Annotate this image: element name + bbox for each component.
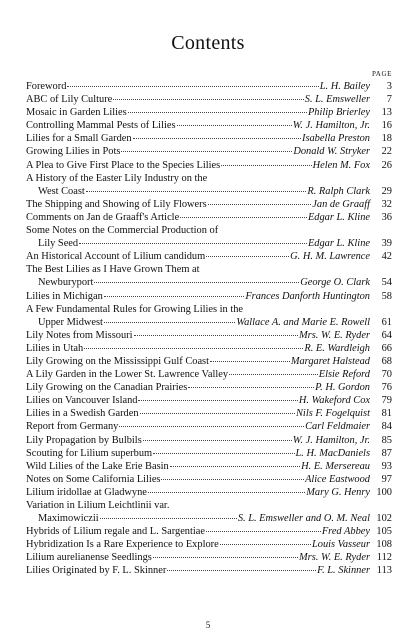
toc-entry [26,368,392,381]
entry-title: ABC of Lily Culture [26,94,113,106]
entry-title: Lilies for a Small Garden [26,133,132,145]
entry-title: Lily Growing on the Mississippi Gulf Coast [26,355,209,367]
dot-leader [188,386,314,388]
toc-entry [26,473,392,486]
toc-entry [26,381,392,394]
entry-title: Some Notes on the Commercial Production of [26,225,219,237]
toc-entry [26,329,392,342]
toc-entry-line [26,407,392,420]
entry-author: L. H. MacDaniels [295,447,370,459]
dot-leader [221,164,311,166]
entry-author: Mrs. W. E. Ryder [299,329,370,341]
dot-leader [167,569,316,571]
entry-page-number: 22 [381,146,392,158]
dot-leader [140,412,295,414]
dot-leader [119,425,304,427]
entry-author: Edgar L. Kline [307,238,370,250]
entry-page-number: 32 [381,198,392,210]
toc-entry-line [26,447,392,460]
entry-page-number: 102 [376,513,392,525]
entry-page-number: 112 [376,552,392,564]
entry-title: Hybrids of Lilium regale and L. Sargentiae [26,526,205,538]
entry-author: George O. Clark [300,277,370,289]
dot-leader [220,543,311,545]
dot-leader [134,334,299,336]
entry-author: Isabella Preston [301,133,370,145]
toc-entry-line [26,211,392,224]
entry-page-number: 61 [381,316,392,328]
toc-entry-line [26,486,392,499]
entry-page-number: 79 [381,395,392,407]
toc-entry-line [26,303,392,316]
toc-entry-line [26,224,392,237]
entry-author: W. J. Hamilton, Jr. [292,434,370,446]
entry-title: The Best Lilies as I Have Grown Them at [26,264,200,276]
entry-page-number: 100 [376,486,392,498]
dot-leader [104,321,235,323]
toc-entry [26,198,392,211]
entry-page-number: 97 [381,473,392,485]
dot-leader [121,150,292,152]
toc-entry [26,106,392,119]
toc-entry-line [26,394,392,407]
dot-leader [161,478,304,480]
entry-page-number: 108 [376,539,392,551]
dot-leader [133,137,301,139]
entry-title: An Historical Account of Lilium candidum [26,251,206,263]
toc-entry-line [26,276,392,289]
toc-entry [26,407,392,420]
toc-entry [26,263,392,289]
entry-title: Hybridization Is a Rare Experience to Explore [26,539,219,551]
entry-author: S. L. Emsweller [304,94,370,106]
toc-entry [26,80,392,93]
entry-author: W. J. Hamilton, Jr. [292,120,370,132]
entry-title: Variation in Lilium Leichtlinii var. [26,500,170,511]
dot-leader [208,203,312,205]
page-column-header: PAGE [371,70,392,78]
entry-page-number: 105 [376,526,392,538]
toc-entry-line [26,250,392,263]
entry-page-number: 76 [381,382,392,394]
entry-page-number: 16 [381,120,392,132]
dot-leader [148,491,305,493]
toc-entry-line [26,551,392,564]
entry-title: Report from Germany [26,421,119,433]
toc-entry [26,145,392,158]
toc-entry-line [26,80,392,93]
dot-leader [206,530,321,532]
dot-leader [67,85,318,87]
entry-title: Scouting for Lilium superbum [26,447,153,459]
toc-entry [26,538,392,551]
entry-page-number: 58 [381,290,392,302]
entry-author: H. E. Mersereau [301,460,370,472]
dot-leader [153,452,294,454]
toc-entry-line [26,381,392,394]
entry-page-number: 113 [376,565,392,577]
dot-leader [104,295,245,297]
entry-author: Philip Brierley [307,107,370,119]
dot-leader [79,242,307,244]
dot-leader [153,556,298,558]
entry-title: A Lily Garden in the Lower St. Lawrence Valley [26,369,229,381]
entry-title: The Shipping and Showing of Lily Flowers [26,198,207,210]
toc-entry [26,564,392,577]
entry-title: Lily Propagation by Bulbils [26,434,142,446]
entry-title: Lilies on Vancouver Island [26,395,138,407]
entry-title: Maximowiczii [38,513,99,525]
entry-author: G. H. M. Lawrence [290,251,370,263]
dot-leader [229,373,318,375]
toc-entry-line [26,198,392,211]
entry-title: West Coast [38,185,85,197]
toc-entry [26,499,392,525]
entry-title: A Plea to Give First Place to the Species Lilies [26,159,221,171]
toc-entry-line [26,473,392,486]
toc-entry [26,303,392,329]
entry-page-number: 7 [386,94,392,106]
toc-entry-line [26,460,392,473]
toc-entry [26,342,392,355]
entry-page-number: 29 [381,185,392,197]
entry-title: Lilium iridollae at Gladwyne [26,486,147,498]
entry-title: Wild Lilies of the Lake Erie Basin [26,460,169,472]
entry-page-number: 64 [381,329,392,341]
dot-leader [94,281,299,283]
entry-title: Lilies Originated by F. L. Skinner [26,565,167,577]
toc-entry [26,172,392,198]
entry-author: Nils F. Fogelquist [296,408,370,420]
toc-entry-line [26,263,392,276]
dot-leader [113,98,303,100]
entry-author: Jan de Graaff [312,198,370,210]
toc-entry [26,420,392,433]
entry-page-number: 68 [381,355,392,367]
entry-title: Mosaic in Garden Lilies [26,107,127,119]
entry-author: Elsie Reford [318,369,370,381]
entry-author: Edgar L. Kline [307,211,370,223]
toc-entry-line [26,499,392,512]
entry-page-number: 85 [381,434,392,446]
entry-author: F. L. Skinner [317,565,370,577]
entry-page-number: 13 [381,107,392,119]
entry-page-number: 93 [381,460,392,472]
toc-entry [26,486,392,499]
toc-entry [26,447,392,460]
toc-entry [26,355,392,368]
toc-entry-line [26,290,392,303]
toc-entry [26,250,392,263]
toc-entry-line [26,329,392,342]
entry-title: Upper Midwest [38,316,103,328]
dot-leader [143,439,292,441]
toc-entry [26,211,392,224]
entry-title: Growing Lilies in Pots [26,146,121,158]
toc-entry [26,224,392,250]
toc-entry-line [26,538,392,551]
entry-author: Carl Feldmaier [305,421,370,433]
entry-author: S. L. Emsweller and O. M. Neal [237,513,370,525]
entry-author: P. H. Gordon [315,382,370,394]
toc-entry-line [26,119,392,132]
toc-entry [26,290,392,303]
toc-entry-line [26,106,392,119]
toc-entry-line [26,316,392,329]
entry-author: R. E. Wardleigh [304,342,370,354]
toc-entry [26,132,392,145]
entry-author: Mrs. W. E. Ryder [299,552,370,564]
toc-entry-line [26,132,392,145]
dot-leader [177,124,292,126]
toc-entry [26,93,392,106]
entry-author: Margaret Halstead [290,355,370,367]
toc-entry-line [26,93,392,106]
entry-page-number: 54 [381,277,392,289]
entry-title: Foreword [26,81,67,92]
entry-page-number: 87 [381,447,392,459]
entry-page-number: 39 [381,238,392,250]
table-of-contents [26,80,392,578]
dot-leader [210,360,290,362]
entry-author: Fred Abbey [321,526,370,538]
entry-title: Lilies in Michigan [26,290,103,302]
entry-author: H. Wakeford Cox [298,395,370,407]
entry-author: Frances Danforth Huntington [245,290,370,302]
entry-page-number: 18 [381,133,392,145]
toc-entry-line [26,368,392,381]
toc-entry [26,551,392,564]
entry-page-number: 66 [381,342,392,354]
toc-entry-line [26,420,392,433]
entry-title: Lilies in Utah [26,342,84,354]
toc-entry [26,525,392,538]
dot-leader [84,347,303,349]
toc-entry-line [26,434,392,447]
entry-page-number: 70 [381,369,392,381]
dot-leader [170,465,300,467]
dot-leader [206,255,289,257]
toc-entry [26,394,392,407]
dot-leader [128,111,307,113]
entry-title: Lily Notes from Missouri [26,329,133,341]
toc-entry-line [26,237,392,250]
entry-author: L. H. Bailey [319,81,370,92]
toc-entry [26,434,392,447]
dot-leader [138,399,297,401]
toc-entry-line [26,564,392,577]
toc-entry-line [26,185,392,198]
entry-author: Mary G. Henry [306,486,370,498]
entry-title: Notes on Some California Lilies [26,473,161,485]
entry-author: Helen M. Fox [312,159,370,171]
entry-page-number: 81 [381,408,392,420]
toc-entry [26,460,392,473]
entry-title: Lilium aurelianense Seedlings [26,552,152,564]
toc-entry-line [26,172,392,185]
entry-author: Alice Eastwood [305,473,370,485]
entry-author: R. Ralph Clark [307,185,370,197]
entry-title: Lily Growing on the Canadian Prairies [26,382,188,394]
toc-entry [26,159,392,172]
entry-page-number: 26 [381,159,392,171]
dot-leader [180,216,307,218]
entry-author: Donald W. Stryker [293,146,370,158]
entry-page-number: 36 [381,211,392,223]
entry-title: Lily Seed [38,238,79,250]
footer-page-number: 5 [205,620,211,630]
toc-entry-line [26,342,392,355]
entry-title: Lilies in a Swedish Garden [26,408,139,420]
page-title: Contents [171,32,245,54]
entry-author: Louis Vasseur [311,539,370,551]
entry-page-number: 42 [381,251,392,263]
toc-entry-line [26,159,392,172]
entry-title: Controlling Mammal Pests of Lilies [26,120,176,132]
toc-entry-line [26,512,392,525]
entry-page-number: 84 [381,421,392,433]
dot-leader [100,517,237,519]
entry-title: A Few Fundamental Rules for Growing Lilies in the [26,303,244,315]
entry-title: Newburyport [38,277,94,289]
entry-title: Comments on Jan de Graaff's Article [26,211,180,223]
toc-entry-line [26,355,392,368]
toc-entry-line [26,525,392,538]
dot-leader [86,190,307,192]
entry-author: Wallace A. and Marie E. Rowell [236,316,370,328]
entry-title: A History of the Easter Lily Industry on the [26,172,208,184]
entry-page-number: 3 [386,81,392,92]
toc-entry [26,119,392,132]
toc-entry-line [26,145,392,158]
